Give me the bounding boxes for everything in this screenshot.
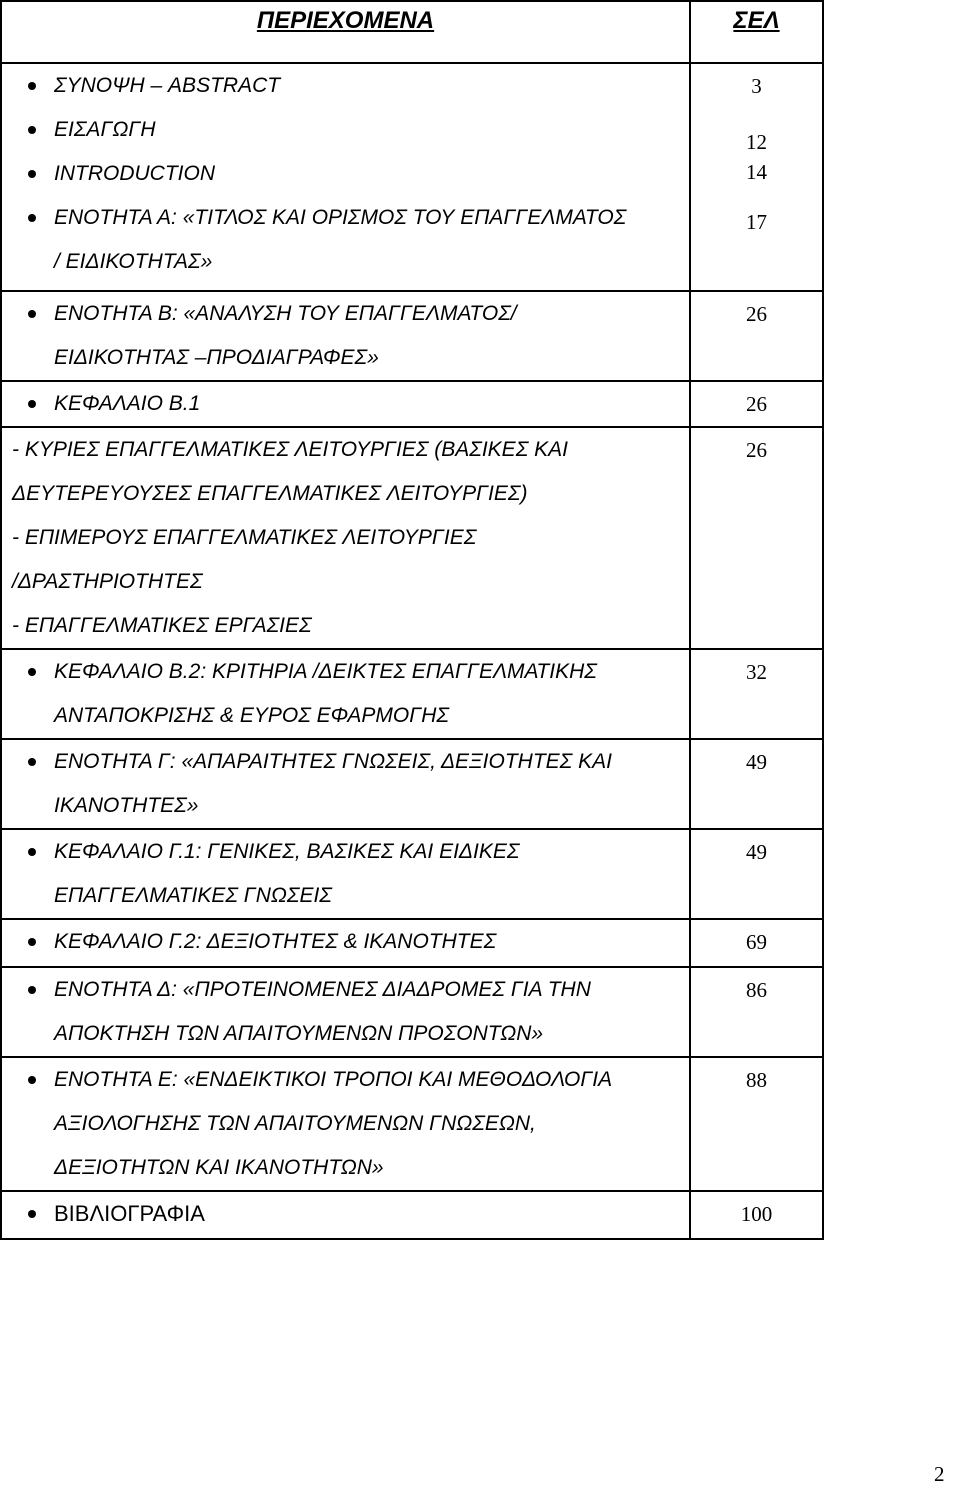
- page-number-value: 26: [746, 438, 767, 462]
- toc-entry-text: / ΕΙΔΙΚΟΤΗΤΑΣ»: [54, 250, 213, 273]
- toc-page-cell: [690, 427, 823, 649]
- toc-entry-continuation: [2, 874, 689, 918]
- page-number-value: 86: [746, 978, 767, 1002]
- page-number-value: 32: [746, 660, 767, 684]
- toc-entry-continuation: [2, 1146, 689, 1190]
- bullet-icon: [28, 214, 36, 222]
- toc-entry-continuation: [2, 604, 689, 648]
- toc-entry: [2, 740, 689, 784]
- toc-entry-text: ΚΕΦΑΛΑΙΟ Γ.2: ΔΕΞΙΟΤΗΤΕΣ & ΙΚΑΝΟΤΗΤΕΣ: [54, 930, 497, 953]
- page-number-value: 12: [746, 130, 767, 154]
- toc-entry-text: ΕΙΔΙΚΟΤΗΤΑΣ –ΠΡΟΔΙΑΓΡΑΦΕΣ»: [54, 346, 379, 369]
- page-number-value: 49: [746, 750, 767, 774]
- toc-entry-text: ΔΕΞΙΟΤΗΤΩΝ ΚΑΙ ΙΚΑΝΟΤΗΤΩΝ»: [54, 1156, 384, 1179]
- toc-row: [1, 381, 823, 427]
- toc-entry-text: - ΕΠΙΜΕΡΟΥΣ ΕΠΑΓΓΕΛΜΑΤΙΚΕΣ ΛΕΙΤΟΥΡΓΙΕΣ: [12, 526, 477, 549]
- page-number: 2: [934, 1462, 945, 1486]
- toc-entry: [2, 968, 689, 1012]
- toc-entry-text: ΕΠΑΓΓΕΛΜΑΤΙΚΕΣ ΓΝΩΣΕΙΣ: [54, 884, 332, 907]
- toc-entry-text: /ΔΡΑΣΤΗΡΙΟΤΗΤΕΣ: [12, 570, 203, 593]
- toc-entry-text: ΑΞΙΟΛΟΓΗΣΗΣ ΤΩΝ ΑΠΑΙΤΟΥΜΕΝΩΝ ΓΝΩΣΕΩΝ,: [54, 1112, 536, 1135]
- bullet-icon: [28, 1210, 36, 1218]
- bullet-icon: [28, 758, 36, 766]
- bullet-icon: [28, 126, 36, 134]
- toc-entry: [2, 1058, 689, 1102]
- page-number-value: 69: [746, 930, 767, 954]
- toc-row: [1, 739, 823, 829]
- toc-entry-text: ΑΠΟΚΤΗΣΗ ΤΩΝ ΑΠΑΙΤΟΥΜΕΝΩΝ ΠΡΟΣΟΝΤΩΝ»: [54, 1022, 544, 1045]
- toc-entry-continuation: [2, 240, 689, 284]
- toc-page-cell: [690, 1057, 823, 1191]
- toc-entry: [2, 1192, 689, 1236]
- toc-row: [1, 63, 823, 291]
- toc-entry: [2, 196, 689, 240]
- toc-entry: [2, 292, 689, 336]
- toc-row: [1, 649, 823, 739]
- toc-entry: [2, 920, 689, 964]
- bullet-icon: [28, 668, 36, 676]
- page-number-value: 26: [746, 302, 767, 326]
- toc-entry-text: ΕΝΟΤΗΤΑ Α: «ΤΙΤΛΟΣ ΚΑΙ ΟΡΙΣΜΟΣ ΤΟΥ ΕΠΑΓΓΕΛΜΑΤΟΣ: [54, 206, 627, 229]
- toc-entry-continuation: [2, 472, 689, 516]
- toc-entry-text: - ΕΠΑΓΓΕΛΜΑΤΙΚΕΣ ΕΡΓΑΣΙΕΣ: [12, 614, 312, 637]
- bullet-icon: [28, 848, 36, 856]
- toc-entry-text: ΕΙΣΑΓΩΓΗ: [54, 118, 156, 141]
- toc-entry: [2, 64, 689, 108]
- toc-entry: [2, 382, 689, 426]
- toc-page-cell: [690, 381, 823, 427]
- toc-entry-cell: [1, 919, 690, 967]
- toc-entry: [2, 650, 689, 694]
- toc-row: [1, 1057, 823, 1191]
- bullet-icon: [28, 986, 36, 994]
- toc-entry-continuation: [2, 560, 689, 604]
- bullet-icon: [28, 400, 36, 408]
- toc-entry-continuation: [2, 694, 689, 738]
- toc-entry-cell: [1, 291, 690, 381]
- page-number-value: 100: [740, 1202, 773, 1226]
- toc-entry-cell: [1, 427, 690, 649]
- toc-entry-text: ΕΝΟΤΗΤΑ Ε: «ΕΝΔΕΙΚΤΙΚΟΙ ΤΡΟΠΟΙ ΚΑΙ ΜΕΘΟΔΟΛΟΓΙΑ: [54, 1068, 613, 1091]
- toc-entry-continuation: [2, 516, 689, 560]
- page-number-value: 14: [746, 160, 767, 184]
- toc-entry-text: ΣΥΝΟΨΗ – ABSTRACT: [54, 74, 281, 97]
- toc-row: [1, 919, 823, 967]
- toc-entry-text: ΕΝΟΤΗΤΑ Δ: «ΠΡΟΤΕΙΝΟΜΕΝΕΣ ΔΙΑΔΡΟΜΕΣ ΓΙΑ ΤΗΝ: [54, 978, 591, 1001]
- toc-row: [1, 427, 823, 649]
- page-number-value: 17: [746, 210, 767, 234]
- toc-entry-text: - ΚΥΡΙΕΣ ΕΠΑΓΓΕΛΜΑΤΙΚΕΣ ΛΕΙΤΟΥΡΓΙΕΣ (ΒΑΣΙΚΕΣ ΚΑΙ: [12, 438, 568, 461]
- toc-entry-text: ΒΙΒΛΙΟΓΡΑΦΙΑ: [54, 1201, 205, 1226]
- toc-page-cell: [690, 291, 823, 381]
- toc-entry-text: ΚΕΦΑΛΑΙΟ Β.1: [54, 392, 201, 415]
- page-number-value: 49: [746, 840, 767, 864]
- toc-entry-cell: [1, 63, 690, 291]
- page-number-value: 3: [751, 74, 762, 98]
- toc-entry-continuation: [2, 336, 689, 380]
- toc-entry-cell: [1, 1191, 690, 1239]
- toc-entry-text: ΑΝΤΑΠΟΚΡΙΣΗΣ & ΕΥΡΟΣ ΕΦΑΡΜΟΓΗΣ: [54, 704, 449, 727]
- toc-entry-cell: [1, 967, 690, 1057]
- toc-row: [1, 829, 823, 919]
- toc-entry: [2, 152, 689, 196]
- toc-header-row: [1, 1, 823, 63]
- toc-page-cell: [690, 739, 823, 829]
- toc-entry: [2, 108, 689, 152]
- bullet-icon: [28, 82, 36, 90]
- toc-page-cell: [690, 649, 823, 739]
- toc-title: ΠΕΡΙΕΧΟΜΕΝΑ: [1, 1, 690, 63]
- toc-entry-text: ΙΚΑΝΟΤΗΤΕΣ»: [54, 794, 199, 817]
- bullet-icon: [28, 310, 36, 318]
- bullet-icon: [28, 1076, 36, 1084]
- toc-entry-text: INTRODUCTION: [54, 162, 215, 185]
- toc-entry-cell: [1, 649, 690, 739]
- page-number-value: 26: [746, 392, 767, 416]
- toc-entry-text: ΚΕΦΑΛΑΙΟ Γ.1: ΓΕΝΙΚΕΣ, ΒΑΣΙΚΕΣ ΚΑΙ ΕΙΔΙΚΕΣ: [54, 840, 520, 863]
- toc-entry-text: ΔΕΥΤΕΡΕΥΟΥΣΕΣ ΕΠΑΓΓΕΛΜΑΤΙΚΕΣ ΛΕΙΤΟΥΡΓΙΕΣ): [12, 482, 528, 505]
- toc-row: [1, 291, 823, 381]
- toc-entry-text: ΚΕΦΑΛΑΙΟ Β.2: ΚΡΙΤΗΡΙΑ /ΔΕΙΚΤΕΣ ΕΠΑΓΓΕΛΜΑΤΙΚΗΣ: [54, 660, 597, 683]
- page-number-value: 88: [746, 1068, 767, 1092]
- toc-entry: [2, 830, 689, 874]
- toc-entry-continuation: [2, 784, 689, 828]
- page-column-header: ΣΕΛ: [690, 1, 823, 63]
- bullet-icon: [28, 938, 36, 946]
- toc-entry-text: ΕΝΟΤΗΤΑ Γ: «ΑΠΑΡΑΙΤΗΤΕΣ ΓΝΩΣΕΙΣ, ΔΕΞΙΟΤΗΤΕΣ ΚΑΙ: [54, 750, 612, 773]
- toc-entry-cell: [1, 739, 690, 829]
- toc-page-cell: [690, 63, 823, 291]
- toc-entry-text: ΕΝΟΤΗΤΑ Β: «ΑΝΑΛΥΣΗ ΤΟΥ ΕΠΑΓΓΕΛΜΑΤΟΣ/: [54, 302, 517, 325]
- toc-page-cell: [690, 919, 823, 967]
- toc-page-cell: [690, 829, 823, 919]
- toc-entry-cell: [1, 829, 690, 919]
- toc-entry-continuation: [2, 1012, 689, 1056]
- toc-entry-cell: [1, 381, 690, 427]
- toc-row: [1, 1191, 823, 1239]
- toc-row: [1, 967, 823, 1057]
- toc-page-cell: [690, 1191, 823, 1239]
- toc-entry-cell: [1, 1057, 690, 1191]
- bullet-icon: [28, 170, 36, 178]
- toc-entry-continuation: [2, 1102, 689, 1146]
- toc-entry-continuation: [2, 428, 689, 472]
- toc-page-cell: [690, 967, 823, 1057]
